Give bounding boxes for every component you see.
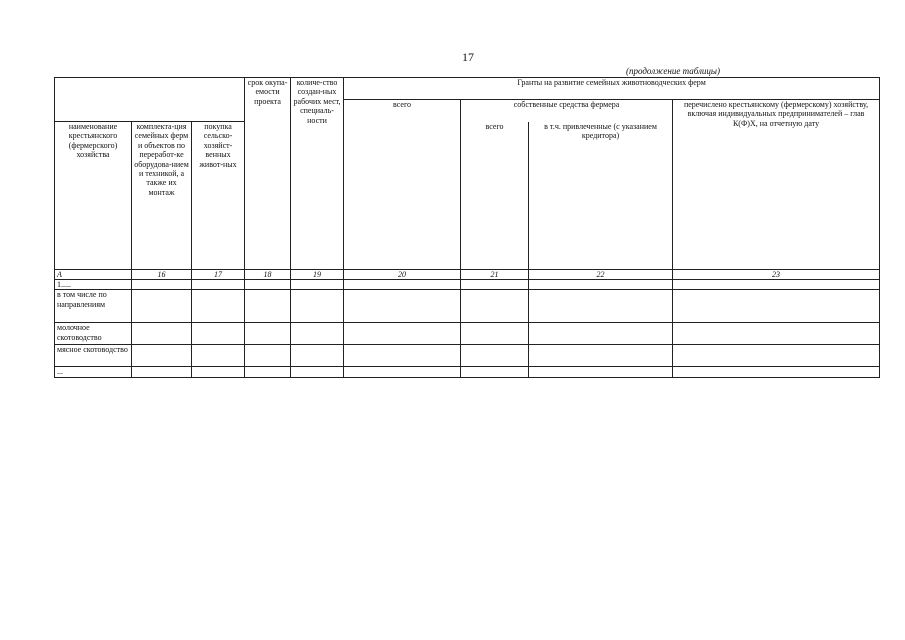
col-num-19: 19	[291, 270, 344, 280]
row-label: 1.....	[55, 280, 132, 290]
col-num-20: 20	[344, 270, 461, 280]
header-attracted: в т.ч. привлеченные (с указанием кредитора)	[529, 122, 673, 270]
header-blank	[55, 78, 245, 100]
header-grants: Гранты на развитие семейных животноводческих ферм	[344, 78, 880, 100]
row-label: молочное скотоводство	[55, 323, 132, 345]
table-row	[55, 290, 880, 323]
col-num-16: 16	[132, 270, 192, 280]
continuation-note: (продолжение таблицы)	[626, 66, 721, 76]
row-label: ...	[55, 367, 132, 377]
row-label: в том числе по направлениям	[55, 290, 132, 323]
col-num-17: 17	[192, 270, 245, 280]
table-row	[55, 280, 880, 290]
col-num-18: 18	[245, 270, 291, 280]
header-jobs: количе-ство создан-ных рабочих мест, специаль-ности	[291, 78, 344, 270]
header-blank-2	[55, 100, 245, 122]
header-total: всего	[344, 100, 461, 270]
header-own-funds: собственные средства фермера	[461, 100, 673, 122]
table-row	[55, 345, 880, 367]
row-label: мясное скотоводство	[55, 345, 132, 367]
col-num-21: 21	[461, 270, 529, 280]
col-num-a: А	[55, 270, 132, 280]
page-number: 17	[462, 50, 474, 64]
header-livestock: покупка сельско-хозяйст-венных живот-ных	[192, 122, 245, 270]
header-farm-name: наименование крестьянского (фермерского) хозяйства	[55, 122, 132, 270]
col-num-22: 22	[529, 270, 673, 280]
header-equipment: комплекта-ция семейных ферм и объектов по переработ-ке оборудова-нием и техникой, а также их монтаж	[132, 122, 192, 270]
grants-table	[54, 77, 880, 378]
table-row	[55, 323, 880, 345]
col-num-23: 23	[673, 270, 880, 280]
header-own-total: всего	[461, 122, 529, 270]
header-payback: срок окупа-емости проекта	[245, 78, 291, 270]
header-transferred: перечислено крестьянскому (фермерскому) хозяйству, включая индивидуальных предпринимателей – глав К(Ф)Х, на отчетную дату	[673, 100, 880, 270]
table-row	[55, 367, 880, 377]
